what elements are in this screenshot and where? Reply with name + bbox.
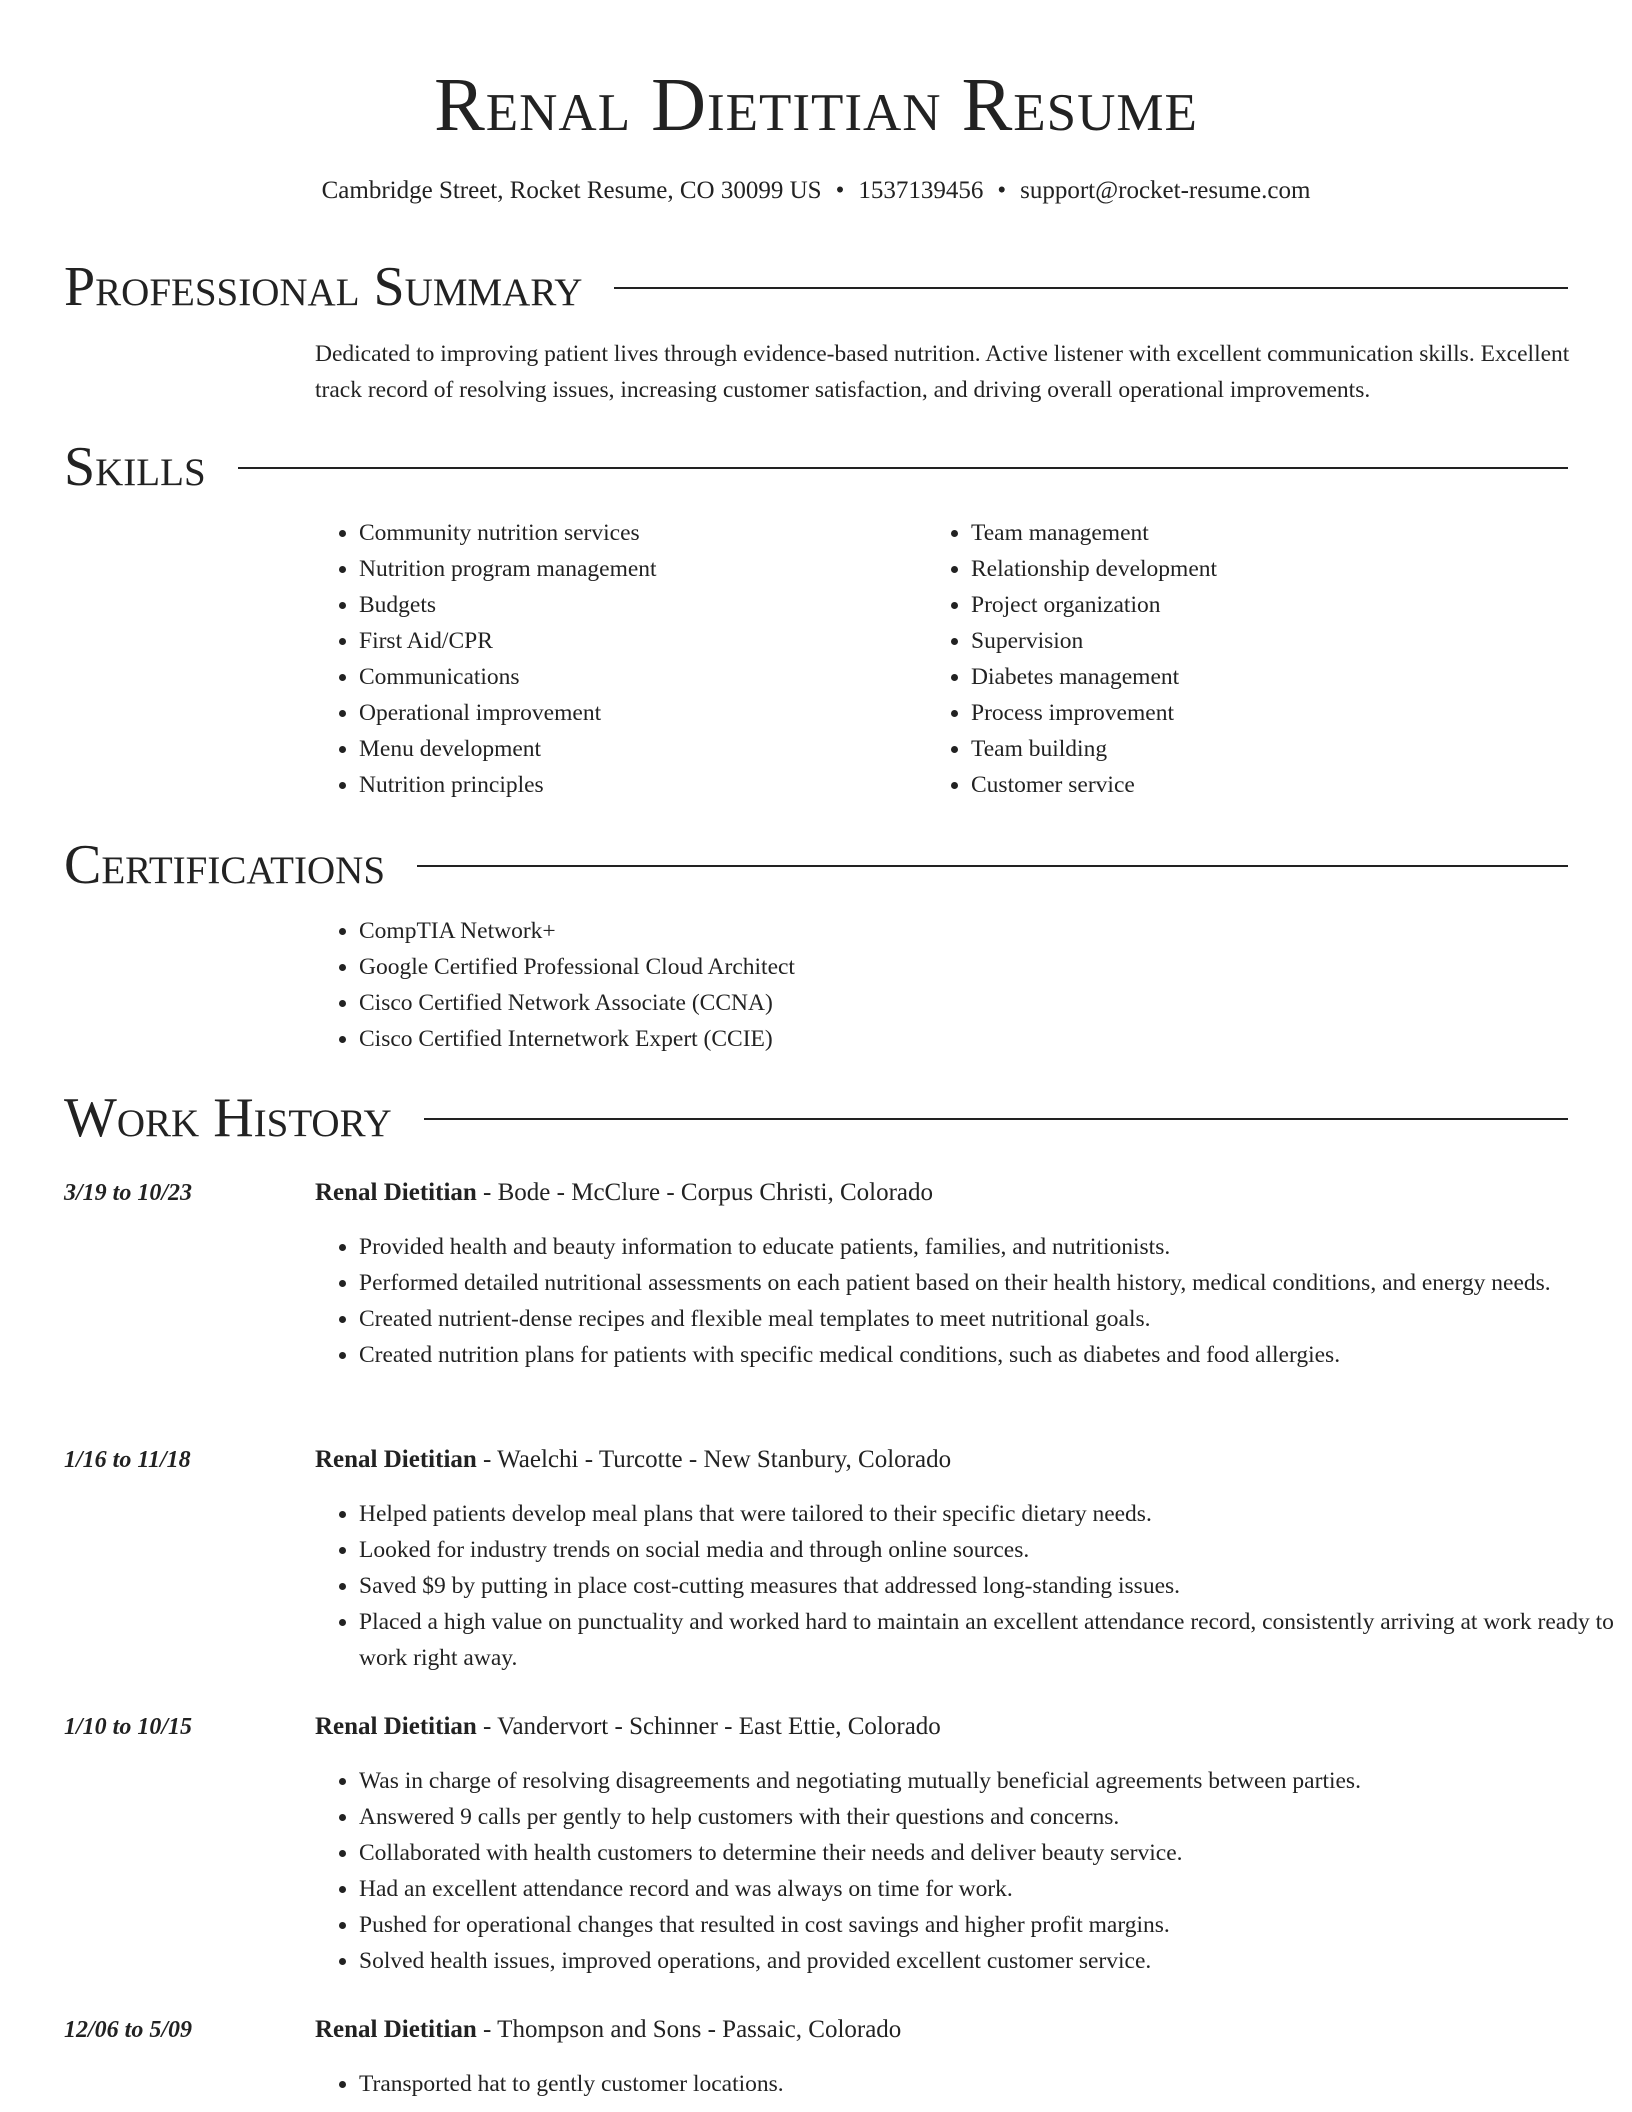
skill-item: • Community nutrition services (359, 515, 919, 551)
job-dates: 3/19 to 10/23 (64, 1180, 193, 1206)
job-company: - Bode - McClure - Corpus Christi, Colorado (476, 1179, 933, 1206)
job-dates: 12/06 to 5/09 (64, 2017, 193, 2043)
duty-item: • Answered 9 calls per gently to help customers with their questions and concerns. (359, 1799, 1621, 1835)
section-heading: Skills (64, 436, 206, 498)
skill-item: • Budgets (359, 587, 919, 623)
duty-item: • Was in charge of resolving disagreements and negotiating mutually beneficial agreements between parties. (359, 1763, 1621, 1799)
duty-item: • Had an excellent attendance record and was always on time for work. (359, 1871, 1621, 1907)
section-divider (417, 865, 1568, 867)
job-duties (315, 1763, 1621, 1979)
skill-item: • Team building (971, 731, 1571, 767)
job-role: Renal Dietitian (315, 1446, 477, 1473)
section-divider (614, 287, 1568, 289)
skill-item: • Nutrition program management (359, 551, 919, 587)
contact-line (0, 174, 1632, 208)
certification-item: • Cisco Certified Network Associate (CCNA) (359, 985, 1559, 1021)
skill-item: • Process improvement (971, 695, 1571, 731)
job-title-line (315, 2012, 901, 2048)
skill-item: • Supervision (971, 623, 1571, 659)
duty-item: • Placed a high value on punctuality and worked hard to maintain an excellent attendance record, consistently arriving at work ready to work right away. (359, 1604, 1621, 1676)
duty-item: • Looked for industry trends on social media and through online sources. (359, 1532, 1621, 1568)
resume-title: Renal Dietitian Resume (434, 63, 1198, 147)
job-dates: 1/10 to 10/15 (64, 1714, 193, 1740)
skill-item: • Nutrition principles (359, 767, 919, 803)
duty-item: • Pushed for operational changes that resulted in cost savings and higher profit margins. (359, 1907, 1621, 1943)
section-heading: Professional Summary (64, 256, 583, 318)
job-company: - Thompson and Sons - Passaic, Colorado (476, 2016, 902, 2043)
job-dates: 1/16 to 11/18 (64, 1447, 191, 1473)
duty-item: • Helped patients develop meal plans that were tailored to their specific dietary needs. (359, 1496, 1621, 1532)
skills-list-left (315, 515, 919, 803)
skill-item: • Team management (971, 515, 1571, 551)
certification-item: • Cisco Certified Internetwork Expert (CCIE) (359, 1021, 1559, 1057)
duty-item: • Created nutrition plans for patients with specific medical conditions, such as diabetes and food allergies. (359, 1337, 1621, 1373)
section-certifications (64, 832, 1568, 898)
job-duties (315, 2066, 1621, 2102)
duty-item: • Provided health and beauty information to educate patients, families, and nutritionists. (359, 1229, 1621, 1265)
duty-item: • Collaborated with health customers to determine their needs and deliver beauty service. (359, 1835, 1621, 1871)
job-company: - Vandervort - Schinner - East Ettie, Colorado (476, 1713, 941, 1740)
job-title-line (315, 1175, 933, 1211)
skill-item: • Customer service (971, 767, 1571, 803)
certification-item: • CompTIA Network+ (359, 913, 1559, 949)
section-professional-summary (64, 254, 1568, 320)
skill-item: • Project organization (971, 587, 1571, 623)
skill-item: • Menu development (359, 731, 919, 767)
skill-item: • Operational improvement (359, 695, 919, 731)
duty-item: • Performed detailed nutritional assessments on each patient based on their health history, medical conditions, and energy needs. (359, 1265, 1621, 1301)
skill-item: • First Aid/CPR (359, 623, 919, 659)
section-skills (64, 434, 1568, 500)
duty-item: • Transported hat to gently customer locations. (359, 2066, 1621, 2102)
skill-item: • Diabetes management (971, 659, 1571, 695)
skills-list-right (927, 515, 1571, 803)
duty-item: • Solved health issues, improved operations, and provided excellent customer service. (359, 1943, 1621, 1979)
job-duties (315, 1229, 1621, 1373)
job-title-line (315, 1709, 941, 1745)
job-duties (315, 1496, 1621, 1676)
job-role: Renal Dietitian (315, 2016, 477, 2043)
skill-item: • Communications (359, 659, 919, 695)
job-role: Renal Dietitian (315, 1713, 477, 1740)
section-divider (424, 1118, 1568, 1120)
section-work-history (64, 1085, 1568, 1151)
address: Cambridge Street, Rocket Resume, CO 30099 US (321, 177, 822, 204)
job-title-line (315, 1442, 951, 1478)
duty-item: • Saved $9 by putting in place cost-cutting measures that addressed long-standing issues. (359, 1568, 1621, 1604)
summary-text: Dedicated to improving patient lives through evidence-based nutrition. Active listener with excellent communication skills. Excellent track record of resolving issues, increasing customer satisfaction, and driving overall operational improvements. (315, 341, 1570, 403)
phone: 1537139456 (858, 177, 984, 204)
certification-item: • Google Certified Professional Cloud Architect (359, 949, 1559, 985)
section-heading: Certifications (64, 834, 386, 896)
email: support@rocket-resume.com (1020, 177, 1311, 204)
certifications-list (315, 913, 1559, 1057)
separator: • (835, 177, 845, 204)
duty-item: • Created nutrient-dense recipes and flexible meal templates to meet nutritional goals. (359, 1301, 1621, 1337)
skill-item: • Relationship development (971, 551, 1571, 587)
job-company: - Waelchi - Turcotte - New Stanbury, Colorado (476, 1446, 952, 1473)
separator: • (997, 177, 1007, 204)
section-divider (238, 467, 1568, 469)
job-role: Renal Dietitian (315, 1179, 477, 1206)
section-heading: Work History (64, 1087, 392, 1149)
